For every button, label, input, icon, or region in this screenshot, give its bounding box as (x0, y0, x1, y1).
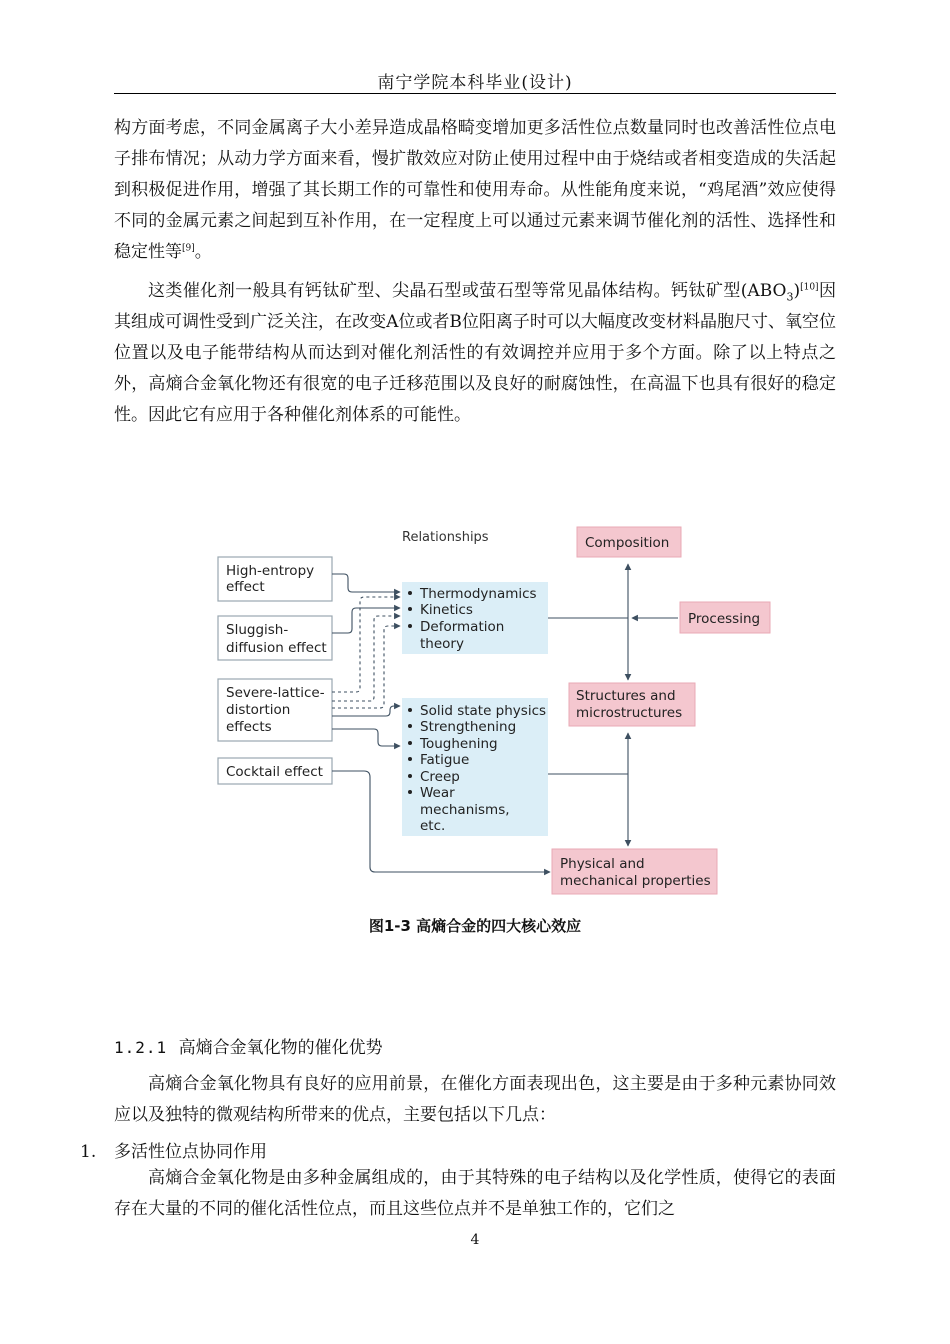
theory-item: Thermodynamics (420, 586, 537, 602)
paragraph-2-text-a: 这类催化剂一般具有钙钛矿型、尖晶石型或萤石型等常见晶体结构。钙钛矿型(ABO (148, 281, 787, 301)
theory-item: Deformation (420, 619, 505, 635)
properties-box (402, 698, 548, 836)
page-header: 南宁学院本科毕业(设计) (377, 73, 573, 93)
property-item: Strengthening (420, 719, 517, 735)
paragraph-1 (114, 113, 836, 268)
physical-label: mechanical properties (560, 873, 711, 889)
property-item: Toughening (420, 736, 498, 752)
effect-label: Sluggish- (226, 622, 289, 638)
paragraph-3: 高熵合金氧化物具有良好的应用前景，在催化方面表现出色，这主要是由于多种元素协同效应以及独特的微观结构所带来的优点，主要包括以下几点： (114, 1074, 836, 1125)
list-text: 多活性位点协同作用 (114, 1142, 267, 1162)
processing-box (680, 602, 770, 633)
property-item: Fatigue (420, 752, 470, 768)
effect-label: diffusion effect (226, 640, 327, 656)
composition-box (577, 527, 681, 557)
physical-box (552, 849, 717, 894)
page-number: 4 (470, 1232, 480, 1248)
property-item: Creep (420, 769, 460, 785)
citation-9[interactable]: [9] (182, 243, 195, 254)
paragraph-2-text-b: ) (793, 281, 801, 301)
property-item: etc. (420, 818, 446, 834)
header-rule (114, 93, 836, 94)
theory-item: Kinetics (420, 602, 473, 618)
figure-core-effects (214, 522, 761, 900)
citation-10[interactable]: [10] (800, 282, 819, 293)
property-item: Wear (420, 785, 455, 801)
effect-box-high-entropy (218, 557, 332, 601)
list-item (80, 1137, 267, 1162)
structures-label: microstructures (576, 705, 683, 721)
property-item: Solid state physics (420, 703, 547, 719)
effect-label: distortion (226, 702, 291, 718)
property-item: mechanisms, (420, 802, 510, 818)
paragraph-5: 高熵合金氧化物是由多种金属组成的，由于其特殊的电子结构以及化学性质，使得它的表面存在大量的不同的催化活性位点，而且这些位点并不是单独工作的，它们之 (114, 1168, 836, 1219)
formula-subscript: 3 (786, 290, 794, 304)
paragraph-1-text: 构方面考虑，不同金属离子大小差异造成晶格畸变增加更多活性位点数量同时也改善活性位点电子排布情况；从动力学方面来看，慢扩散效应对防止使用过程中由于烧结或者相变造成的失活起到积极促进作用，增强了其长期工作的可靠性和使用寿命。从性能角度来说，“鸡尾酒”效应使得不同的金属元素之间起到互补作用，在一定程度上可以通过元素来调节催化剂的活性、选择性和稳定性等 (114, 118, 836, 262)
paragraph-1-end: 。 (194, 242, 212, 262)
effect-box-lattice-distortion (218, 679, 332, 741)
effect-label: effect (226, 579, 265, 595)
structures-box (569, 683, 695, 726)
theory-box (402, 582, 548, 654)
composition-label: Composition (585, 535, 670, 551)
effect-label: effects (226, 719, 272, 735)
theory-item: theory (420, 636, 464, 652)
physical-label: Physical and (560, 856, 645, 872)
paragraph-2-text-c: 因其组成可调性受到广泛关注，在改变A位或者B位阳离子时可以大幅度改变材料晶胞尺寸、氧空位位置以及电子能带结构从而达到对催化剂活性的有效调控并应用于多个方面。除了以上特点之外，高熵合金氧化物还有很宽的电子迁移范围以及良好的耐腐蚀性，在高温下也具有很好的稳定性。因此它有应用于各种催化剂体系的可能性。 (114, 281, 836, 425)
relationships-label: Relationships (402, 530, 489, 545)
section-heading (114, 1033, 383, 1058)
effect-box-cocktail (218, 758, 332, 784)
paragraph-2 (114, 276, 836, 431)
figure-caption: 图1-3 高熵合金的四大核心效应 (368, 917, 582, 935)
effect-label: Cocktail effect (226, 764, 323, 780)
effect-box-sluggish-diffusion (218, 616, 332, 660)
effect-label: High-entropy (226, 563, 315, 579)
processing-label: Processing (688, 611, 761, 627)
section-number: 1.2.1 (114, 1038, 168, 1057)
effect-label: Severe-lattice- (226, 685, 325, 701)
structures-label: Structures and (576, 688, 676, 704)
section-title: 高熵合金氧化物的催化优势 (178, 1038, 383, 1058)
list-number: 1. (80, 1142, 97, 1162)
